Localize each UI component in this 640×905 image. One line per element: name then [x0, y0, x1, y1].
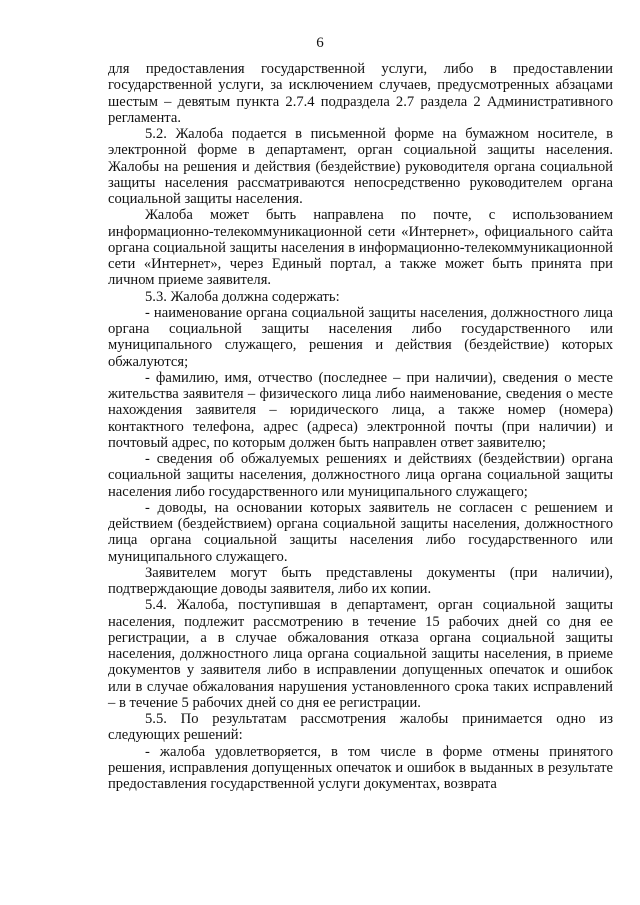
paragraph-5-5: 5.5. По результатам рассмотрения жалобы принимается одно из следующих решений: [108, 711, 613, 744]
list-item-arguments: - доводы, на основании которых заявитель не согласен с решением и действием (бездействием) органа социальной защиты населения, должностного лица органа социальной защиты населения либо государственного или муниципального служащего. [108, 499, 613, 565]
document-body [108, 61, 613, 792]
list-item-applicant-details: - фамилию, имя, отчество (последнее – при наличии), сведения о месте жительства заявителя – физического лица либо наименование, сведения о месте нахождения заявителя – юридического лица, а также номер (номера) контактного телефона, адрес (адреса) электронной почты (при наличии) и почтовый адрес, по которым должен быть направлен ответ заявителю; [108, 369, 613, 451]
list-item-authority-name: - наименование органа социальной защиты населения, должностного лица органа социальной защиты населения либо государственного или муниципального служащего, решения и действия (бездействие) которых обжалуются; [108, 304, 613, 370]
paragraph-continuation: для предоставления государственной услуги, либо в предоставлении государственной услуги, за исключением случаев, предусмотренных абзацами шестым – девятым пункта 2.7.4 подраздела 2.7 раздела 2 Административного регламента. [108, 61, 613, 126]
paragraph-5-3: 5.3. Жалоба должна содержать: [145, 288, 340, 305]
paragraph-5-2: 5.2. Жалоба подается в письменной форме на бумажном носителе, в электронной форме в департамент, орган социальной защиты населения. Жалобы на решения и действия (бездействие) руководителя органа социальной защиты населения рассматриваются непосредственно руководителем органа социальной защиты населения. [108, 126, 613, 207]
page-number: 6 [316, 35, 324, 51]
paragraph-5-4: 5.4. Жалоба, поступившая в департамент, орган социальной защиты населения, подлежит рассмотрению в течение 15 рабочих дней со дня ее регистрации, а в случае обжалования отказа органа социальной защиты населения, должностного лица органа социальной защиты населения, в приеме документов у заявителя либо в исправлении допущенных опечаток и ошибок или в случае обжалования нарушения установленного срока таких исправлений – в течение 5 рабочих дней со дня ее регистрации. [108, 597, 613, 711]
list-item-complaint-satisfied: - жалоба удовлетворяется, в том числе в форме отмены принятого решения, исправления допущенных опечаток и ошибок в выданных в результате предоставления государственной услуги документах, возврата [108, 743, 613, 792]
paragraph-supporting-documents: Заявителем могут быть представлены документы (при наличии), подтверждающие доводы заявителя, либо их копии. [108, 564, 613, 597]
list-item-contested-decisions: - сведения об обжалуемых решениях и действиях (бездействии) органа социальной защиты населения, должностного лица органа социальной защиты населения либо государственного или муниципального служащего; [108, 451, 613, 500]
paragraph-complaint-channels: Жалоба может быть направлена по почте, с использованием информационно-телекоммуникационной сети «Интернет», официального сайта органа социальной защиты населения в информационно-телекоммуникационной сети «Интернет», через Единый портал, а также может быть принята при личном приеме заявителя. [108, 207, 613, 289]
